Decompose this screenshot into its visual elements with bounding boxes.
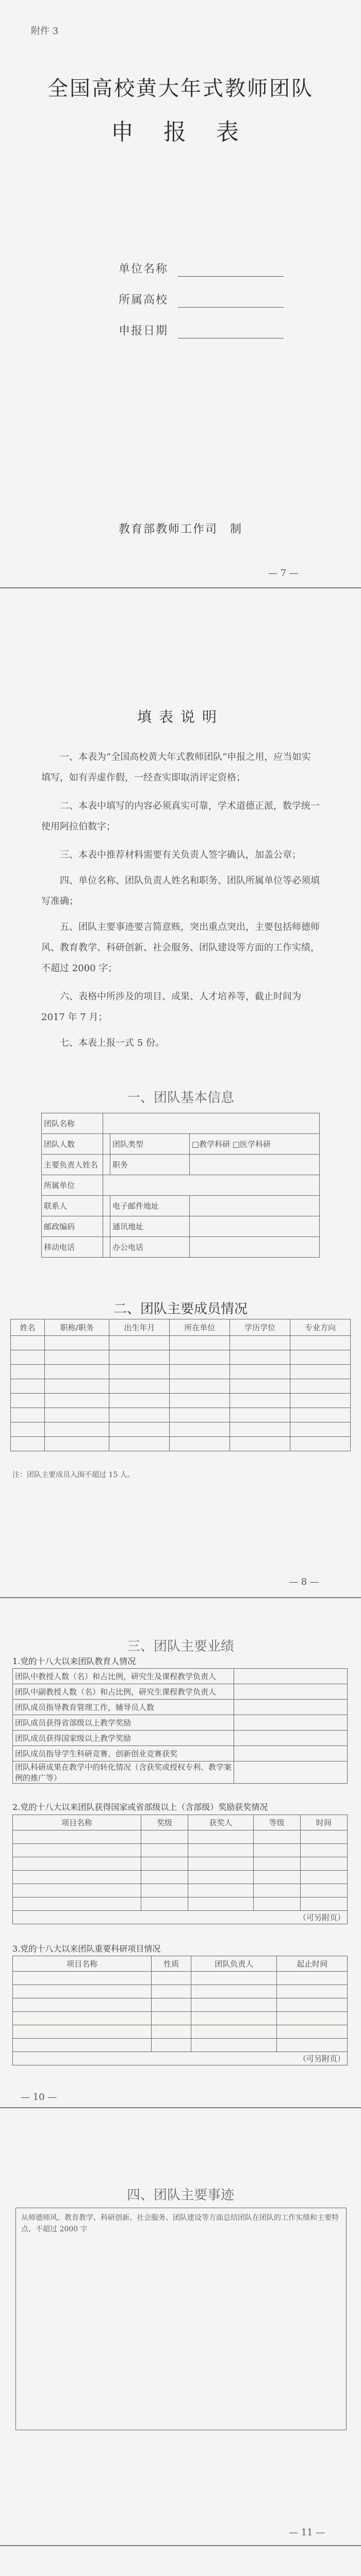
attachment-label: 附件 3 xyxy=(31,26,59,37)
deeds-textarea[interactable] xyxy=(15,2208,347,2430)
education-table: 团队中教授人数（名）和占比例，研究生及课程教学负责人 团队中副教授人数（名）和占比例，研究生课程教学负责人 团队成员指导教育管理工作，辅导员人数 团队成员获得省部级以上教学奖励 团队成员获得国家级以上教学奖励 团队成员指导学生科研竞赛、创新创业竞赛获奖 团队科研成果在教学中的转化情况（含获奖或授权专利、教学案例的推广等） xyxy=(12,1668,348,1784)
page-number-8: — 8 — xyxy=(289,1577,319,1587)
form-title: 全国高校黄大年式教师团队 xyxy=(47,77,314,100)
cover-field-date[interactable]: 申报日期 xyxy=(119,322,284,343)
team-info-table: 团队名称 团队人数 团队类型 □教学科研 □医学科研 主要负责人姓名 职务 所属单位 联系人 电子邮件地址 邮政编码 通讯地址 移动电话 办公电话 xyxy=(41,1113,320,1258)
table-row[interactable] xyxy=(11,1408,351,1422)
note-item: 五、团队主要事迹要言简意赅，突出重点突出，主要包括师德师风、教育教学、科研创新、社会服务、团队建设等方面的工作实绩，不超过 2000 字； xyxy=(41,922,320,974)
office-phone-cell[interactable] xyxy=(189,1237,319,1258)
attach-note: （可另附页） xyxy=(13,1911,348,1924)
section2-title: 二、团队主要成员情况 xyxy=(113,1301,248,1317)
sub3-title: 3.党的十八大以来团队重要科研项目情况 xyxy=(12,1944,161,1954)
page-number-10: — 10 — xyxy=(21,2092,57,2103)
section4-title: 四、团队主要事迹 xyxy=(126,2188,234,2203)
table-row[interactable] xyxy=(13,2012,348,2025)
table-row[interactable] xyxy=(11,1365,351,1379)
sub1-title: 1.党的十八大以来团队教育人情况 xyxy=(12,1656,136,1666)
table-row[interactable] xyxy=(13,1897,348,1911)
unit-cell[interactable] xyxy=(103,1175,320,1196)
table-row[interactable] xyxy=(13,1998,348,2012)
table-row[interactable] xyxy=(13,1844,348,1857)
page-divider xyxy=(0,587,361,588)
projects-table: 项目名称 性质 团队负责人 起止时间 （可另附页） xyxy=(12,1956,348,2065)
note-item: 二、本表中填写的内容必须真实可靠，学术道德正派，数学统一使用阿拉伯数字； xyxy=(41,801,320,832)
table-row[interactable] xyxy=(11,1336,351,1350)
address-cell[interactable] xyxy=(189,1216,319,1237)
page-divider xyxy=(0,2107,361,2108)
table-row[interactable] xyxy=(11,1379,351,1394)
contact-cell[interactable] xyxy=(103,1196,110,1216)
table-row[interactable] xyxy=(11,1350,351,1365)
members-table: 姓名 职称/职务 出生年月 所在单位 学历学位 专业方向 xyxy=(10,1319,351,1451)
notes-title: 填表说明 xyxy=(137,708,224,725)
page-number-11: — 11 — xyxy=(289,2527,325,2538)
team-name-cell[interactable] xyxy=(103,1113,320,1134)
table-row[interactable] xyxy=(13,2025,348,2039)
table-row[interactable] xyxy=(11,1394,351,1408)
cover-field-unit[interactable]: 单位名称 xyxy=(119,260,284,281)
sub2-title: 2.党的十八大以来团队获得国家或省部级以上（含部级）奖励获奖情况 xyxy=(12,1802,268,1812)
deeds-hint: 从师德师风、教育教学、科研创新、社会服务、团队建设等方面总结团队在团队的工作实绩和主要特点，不超过 2000 字 xyxy=(21,2214,339,2233)
leader-title-cell[interactable] xyxy=(189,1155,319,1175)
page-divider xyxy=(0,2545,361,2546)
note-item: 一、本表为“全国高校黄大年式教师团队”申报之用，应当如实填写，如有弄虚作假，一经查实即取消评定资格； xyxy=(41,752,311,783)
table-row[interactable] xyxy=(13,1985,348,1998)
page-number-7: — 7 — xyxy=(268,568,299,579)
mobile-cell[interactable] xyxy=(103,1237,110,1258)
table-row[interactable] xyxy=(13,1884,348,1897)
note-item: 四、单位名称、团队负责人姓名和职务、团队所属单位等必须填写准确； xyxy=(41,875,320,907)
table-row[interactable] xyxy=(13,2039,348,2052)
page-divider xyxy=(0,1597,361,1598)
table-row[interactable] xyxy=(13,1871,348,1884)
table-row[interactable] xyxy=(13,1972,348,1985)
zip-cell[interactable] xyxy=(103,1216,110,1237)
section3-title: 三、团队主要业绩 xyxy=(126,1639,234,1654)
cover-field-university[interactable]: 所属高校 xyxy=(119,291,284,312)
email-cell[interactable] xyxy=(189,1196,319,1216)
awards-table: 项目名称 奖级 获奖人 等级 时间 （可另附页） xyxy=(12,1815,348,1924)
leader-name-cell[interactable] xyxy=(103,1155,110,1175)
note-item: 七、本表上报一式 5 份。 xyxy=(60,1038,165,1048)
table-row[interactable] xyxy=(11,1422,351,1437)
note-item: 六、表格中所涉及的项目、成果、人才培养等，截止时间为 2017 年 7 月； xyxy=(41,991,301,1023)
attach-note: （可另附页） xyxy=(13,2052,348,2065)
section1-title: 一、团队基本信息 xyxy=(126,1090,234,1106)
form-subtitle: 申 报 表 xyxy=(111,119,250,145)
table-row[interactable] xyxy=(11,1437,351,1451)
note-item: 三、本表中推荐材料需要有关负责人签字确认，加盖公章； xyxy=(60,850,301,860)
team-count-cell[interactable] xyxy=(103,1134,110,1155)
members-note: 注：团队主要成员入围不超过 15 人。 xyxy=(12,1471,135,1479)
table-row[interactable] xyxy=(13,1857,348,1871)
team-type-cell[interactable]: □教学科研 □医学科研 xyxy=(189,1134,319,1155)
issuer-line: 教育部教师工作司 制 xyxy=(118,523,242,536)
table-row[interactable] xyxy=(13,1831,348,1844)
